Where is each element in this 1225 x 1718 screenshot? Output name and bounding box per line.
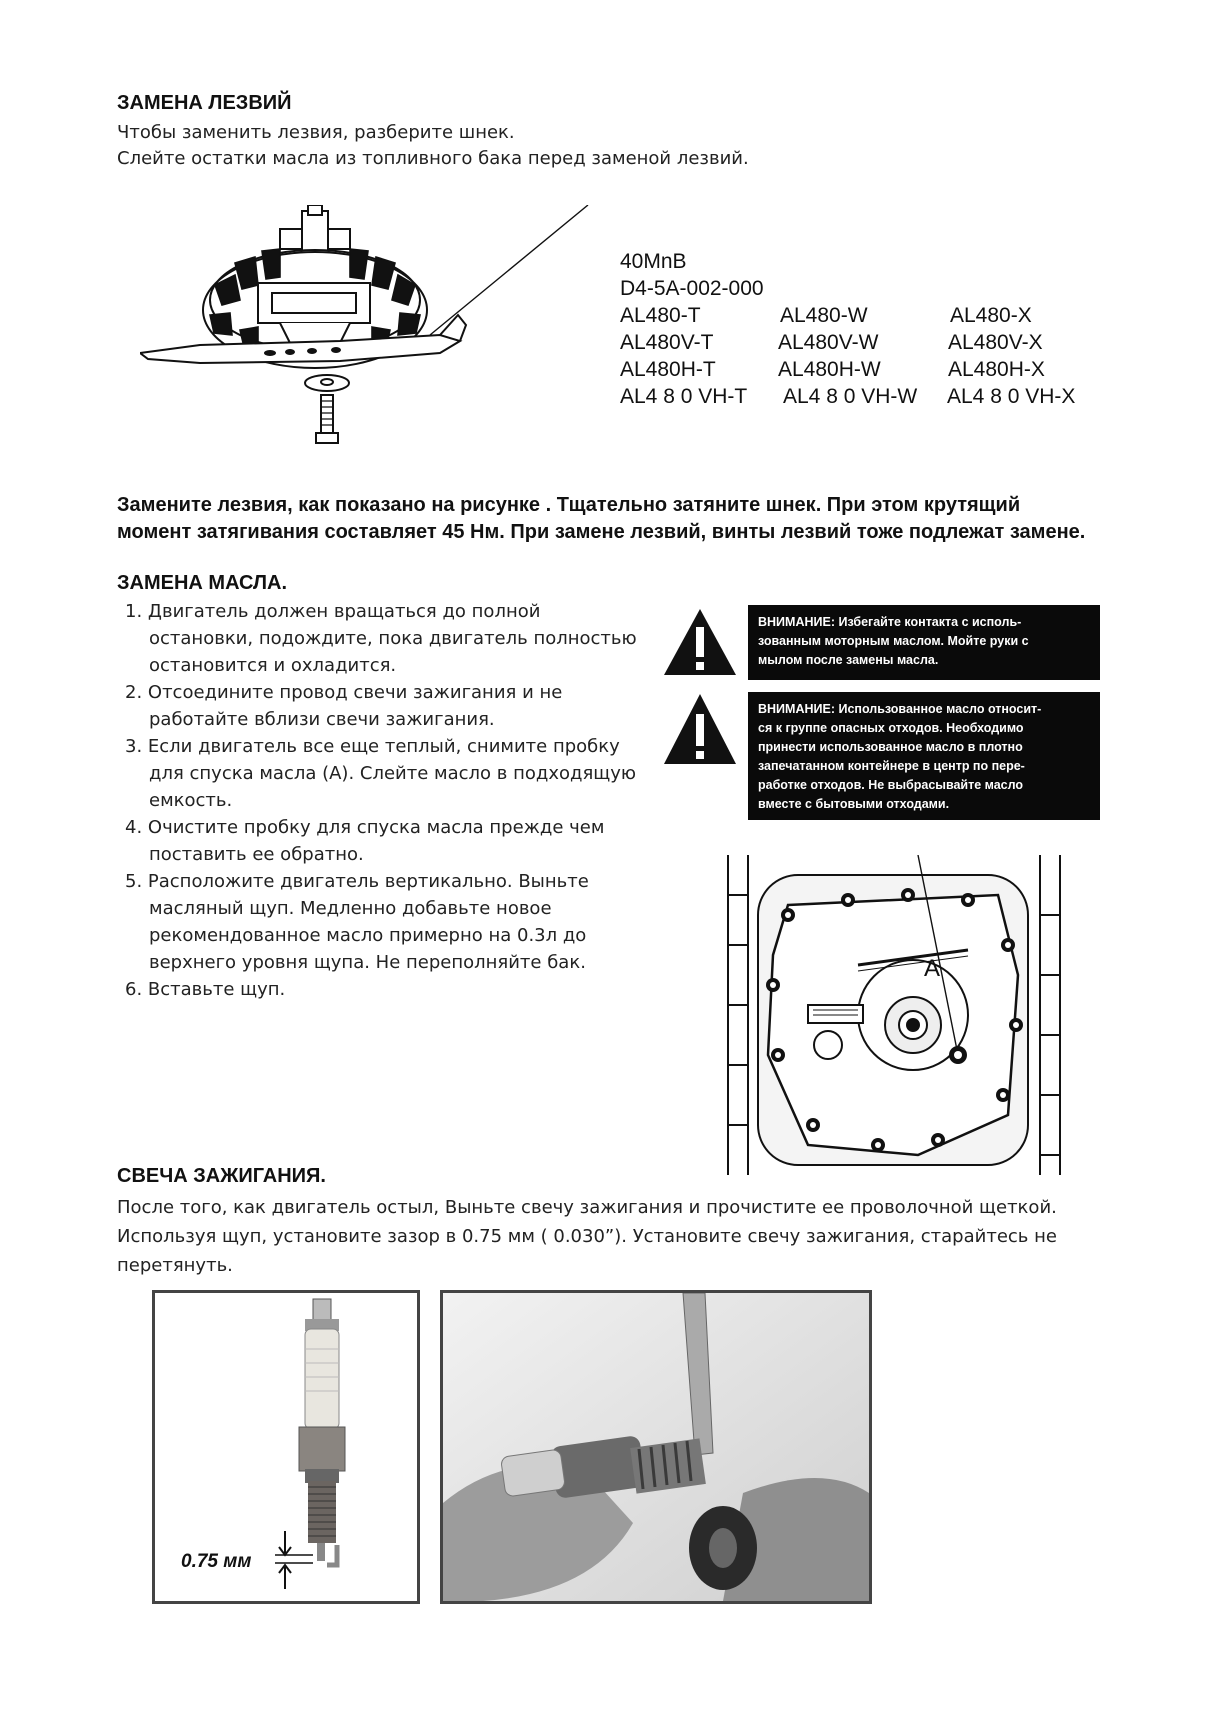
warning-line: принести использованное масло в плотно [758, 740, 1023, 754]
model-code: AL480-W [780, 304, 868, 327]
model-code: AL480V-X [948, 331, 1043, 354]
instruction-line: момент затягивания составляет 45 Нм. При замене лезвий, винты лезвий тоже подлежат замене. [117, 521, 1086, 543]
warning-line: ВНИМАНИЕ: Избегайте контакта с исполь- [758, 615, 1022, 629]
gap-measurement-illustration [443, 1293, 869, 1601]
model-code: AL480H-W [778, 358, 881, 381]
warning-line: ВНИМАНИЕ: Использованное масло относит- [758, 702, 1042, 716]
spark-line: перетянуть. [117, 1255, 233, 1276]
model-code: AL4 8 0 VH-T [620, 385, 748, 408]
model-code: AL480H-T [620, 358, 716, 381]
warning-line: ся к группе опасных отходов. Необходимо [758, 721, 1024, 735]
model-code: AL4 8 0 VH-W [783, 385, 918, 408]
warning-line: мылом после замены масла. [758, 653, 939, 667]
warning-triangle-icon [660, 690, 740, 770]
model-code: AL480-X [950, 304, 1032, 327]
gap-label: 0.75 мм [181, 1551, 252, 1572]
blades-line: Чтобы заменить лезвия, разберите шнек. [117, 122, 515, 143]
oil-step: 6. Вставьте щуп. [125, 979, 286, 1000]
spark-line: Используя щуп, установите зазор в 0.75 мм ( 0.030”). Установите свечу зажигания, старайтесь не [117, 1226, 1057, 1247]
blades-instruction [117, 492, 1197, 546]
model-code: AL480-T [620, 304, 701, 327]
warning-box-hands [748, 605, 1100, 680]
blades-intro [117, 120, 749, 172]
oil-step: 5. Расположите двигатель вертикально. Выньте масляный щуп. Медленно добавьте новое рекомендованное масло примерно на 0.3л до верхнего уровня щупа. Не переполняйте бак. [125, 871, 589, 973]
gap-measurement-photo [440, 1290, 872, 1604]
blades-line: Слейте остатки масла из топливного бака перед заменой лезвий. [117, 148, 749, 169]
model-code: AL4 8 0 VH-X [947, 385, 1076, 408]
model-code: AL480H-X [948, 358, 1045, 381]
drain-plug-label: A [924, 955, 941, 982]
warning-triangle-icon [660, 605, 740, 680]
warning-line: запечатанном контейнере в центр по пере- [758, 759, 1025, 773]
model-code: AL480V-W [778, 331, 879, 354]
engine-drawing [718, 855, 1070, 1175]
model-row [620, 329, 1090, 356]
instruction-line: Замените лезвия, как показано на рисунке . Тщательно затяните шнек. При этом крутящий [117, 494, 1021, 516]
blade-spec [620, 248, 1090, 410]
oil-steps [117, 598, 657, 1003]
warning-line: вместе с бытовыми отходами. [758, 797, 950, 811]
oil-step: 3. Если двигатель все еще теплый, снимите пробку для спуска масла (A). Слейте масло в подходящую емкость. [125, 736, 637, 811]
model-row [620, 383, 1090, 410]
blades-title: ЗАМЕНА ЛЕЗВИЙ [117, 92, 292, 114]
oil-step: 2. Отсоедините провод свечи зажигания и не работайте вблизи свечи зажигания. [125, 682, 563, 730]
warning-line: работке отходов. Не выбрасывайте масло [758, 778, 1024, 792]
engine-illustration [718, 855, 1070, 1175]
blade-assembly-drawing [140, 205, 600, 480]
spark-intro [117, 1193, 1207, 1280]
warning-box-disposal [748, 692, 1100, 820]
model-code: AL480V-T [620, 331, 714, 354]
oil-step: 1. Двигатель должен вращаться до полной остановки, подождите, пока двигатель полностью остановится и охладится. [125, 601, 637, 676]
warning-line: зованным моторным маслом. Мойте руки с [758, 634, 1029, 648]
model-row [620, 302, 1090, 329]
oil-title: ЗАМЕНА МАСЛА. [117, 572, 287, 594]
blade-part-number: D4-5A-002-000 [620, 277, 764, 300]
spark-plug-photo [152, 1290, 420, 1604]
model-row [620, 356, 1090, 383]
oil-step: 4. Очистите пробку для спуска масла прежде чем поставить ее обратно. [125, 817, 605, 865]
spark-title: СВЕЧА ЗАЖИГАНИЯ. [117, 1165, 326, 1187]
blade-material: 40MnB [620, 250, 687, 273]
spark-line: После того, как двигатель остыл, Выньте свечу зажигания и прочистите ее проволочной щеткой. [117, 1197, 1057, 1218]
